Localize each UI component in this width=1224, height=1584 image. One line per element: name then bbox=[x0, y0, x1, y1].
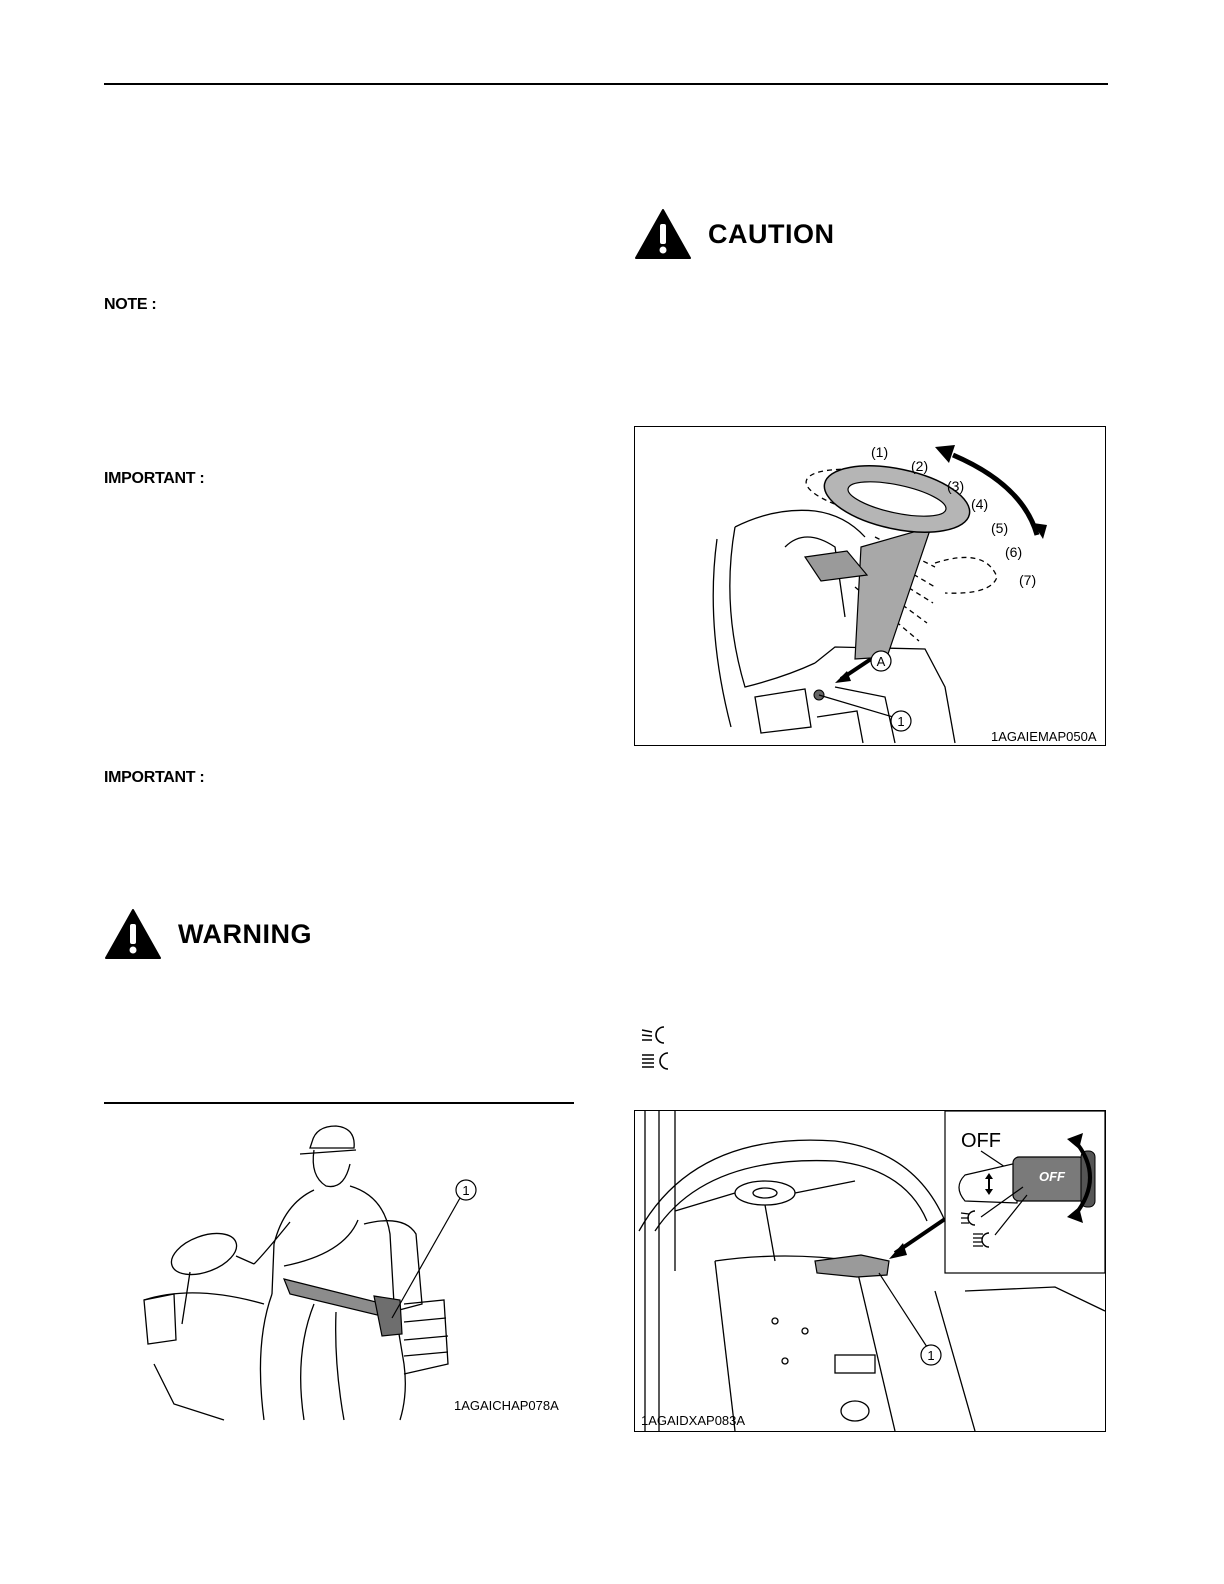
light-switch-figure-code: 1AGAIDXAP083A bbox=[641, 1413, 746, 1428]
steering-tilt-figure bbox=[634, 426, 1106, 746]
caution-banner bbox=[634, 208, 835, 260]
high-beam-icon bbox=[640, 1050, 674, 1072]
tilt-callout-a: A bbox=[876, 654, 886, 669]
tilt-position-label: (4) bbox=[971, 496, 989, 512]
header-rule bbox=[104, 83, 1108, 85]
steering-position-labels bbox=[635, 427, 1105, 745]
switch-off-marking: OFF bbox=[1039, 1169, 1065, 1184]
tilt-position-label: (3) bbox=[947, 478, 965, 494]
important-label-2: IMPORTANT : bbox=[104, 769, 205, 786]
steering-figure-code: 1AGAIEMAP050A bbox=[991, 729, 1097, 744]
important-label: IMPORTANT : bbox=[104, 470, 205, 487]
seatbelt-illustration bbox=[104, 1104, 574, 1422]
light-switch-figure bbox=[634, 1110, 1106, 1432]
note-label: NOTE : bbox=[104, 296, 157, 313]
warning-triangle-icon bbox=[104, 908, 162, 960]
tilt-position-label: (2) bbox=[911, 458, 929, 474]
seatbelt-figure bbox=[104, 1102, 574, 1422]
low-beam-icon bbox=[640, 1024, 670, 1046]
tilt-position-label: (1) bbox=[871, 444, 889, 460]
caution-title: CAUTION bbox=[708, 218, 835, 249]
tilt-position-label: (5) bbox=[991, 520, 1009, 536]
warning-banner bbox=[104, 908, 312, 960]
warning-title: WARNING bbox=[178, 918, 312, 949]
seatbelt-callout-1: 1 bbox=[462, 1183, 470, 1198]
switch-callout-1: 1 bbox=[927, 1348, 935, 1363]
tilt-position-label: (6) bbox=[1005, 544, 1023, 560]
tilt-position-label: (7) bbox=[1019, 572, 1037, 588]
tilt-callout-1: 1 bbox=[897, 714, 905, 729]
warning-triangle-icon bbox=[634, 208, 692, 260]
seatbelt-figure-code: 1AGAICHAP078A bbox=[454, 1398, 559, 1413]
light-switch-illustration bbox=[635, 1111, 1105, 1431]
switch-off-label: OFF bbox=[961, 1130, 1001, 1152]
